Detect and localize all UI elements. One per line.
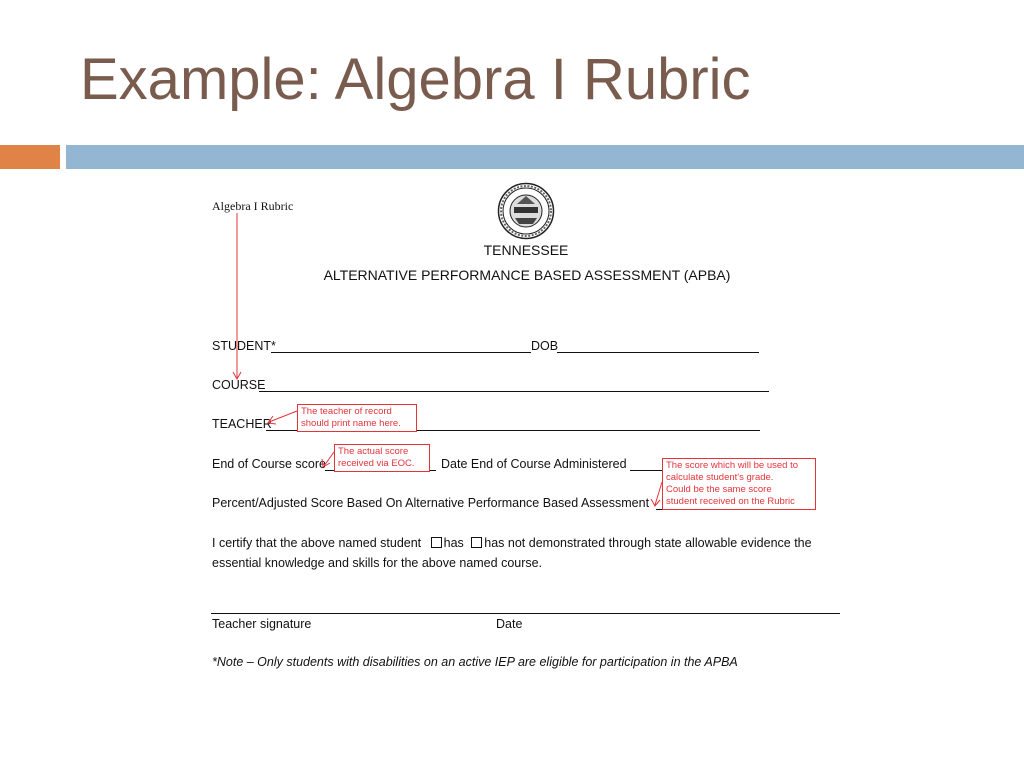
has-label: has	[443, 536, 464, 550]
teacher-annotation-line: should print name here.	[301, 418, 401, 429]
has-not-label: has not demonstrated through state allowable evidence the	[484, 536, 812, 550]
course-label: COURSE	[212, 378, 266, 392]
eoc-annotation	[334, 444, 430, 472]
eoc-annotation-line: The actual score	[338, 446, 409, 457]
rubric-annotation	[662, 458, 816, 510]
student-field[interactable]	[271, 352, 531, 353]
signature-date-label: Date	[496, 617, 523, 631]
dob-label: DOB	[531, 339, 559, 353]
eoc-date-label: Date End of Course Administered	[441, 457, 627, 471]
dob-field[interactable]	[557, 352, 759, 353]
teacher-annotation-line: The teacher of record	[301, 406, 392, 417]
header-assessment: ALTERNATIVE PERFORMANCE BASED ASSESSMENT (APBA)	[323, 267, 731, 283]
certify-line-1	[212, 536, 812, 550]
certify-text: I certify that the above named student	[212, 536, 422, 550]
footnote: *Note – Only students with disabilities on an active IEP are eligible for participation in the APBA	[212, 655, 738, 669]
slide-title: Example: Algebra I Rubric	[80, 47, 751, 112]
rubric-arrow	[655, 482, 662, 505]
rubric-annotation-line: Could be the same score	[666, 484, 772, 495]
eoc-score-label: End of Course score	[212, 457, 326, 471]
teacher-signature-label: Teacher signature	[212, 617, 312, 631]
percent-score-label: Percent/Adjusted Score Based On Alternative Performance Based Assessment	[212, 496, 650, 510]
state-seal-icon	[497, 182, 555, 240]
signature-line[interactable]	[211, 613, 840, 614]
teacher-annotation	[297, 404, 417, 432]
teacher-label: TEACHER	[212, 417, 272, 431]
document-corner-label: Algebra I Rubric	[212, 199, 294, 213]
course-field[interactable]	[259, 391, 769, 392]
student-label: STUDENT*	[212, 339, 276, 353]
eoc-annotation-line: received via EOC.	[338, 458, 415, 469]
has-not-checkbox[interactable]	[471, 537, 482, 548]
rubric-annotation-line: The score which will be used to	[666, 460, 799, 471]
rubric-annotation-line: calculate student's grade.	[666, 472, 774, 483]
certify-line-2: essential knowledge and skills for the above named course.	[212, 556, 543, 570]
rubric-arrowhead	[651, 499, 660, 506]
teacher-arrow	[269, 411, 297, 422]
rubric-annotation-line: student received on the Rubric	[666, 496, 795, 507]
header-state: TENNESSEE	[483, 242, 569, 258]
has-checkbox[interactable]	[431, 537, 442, 548]
eoc-date-field[interactable]	[630, 470, 664, 471]
